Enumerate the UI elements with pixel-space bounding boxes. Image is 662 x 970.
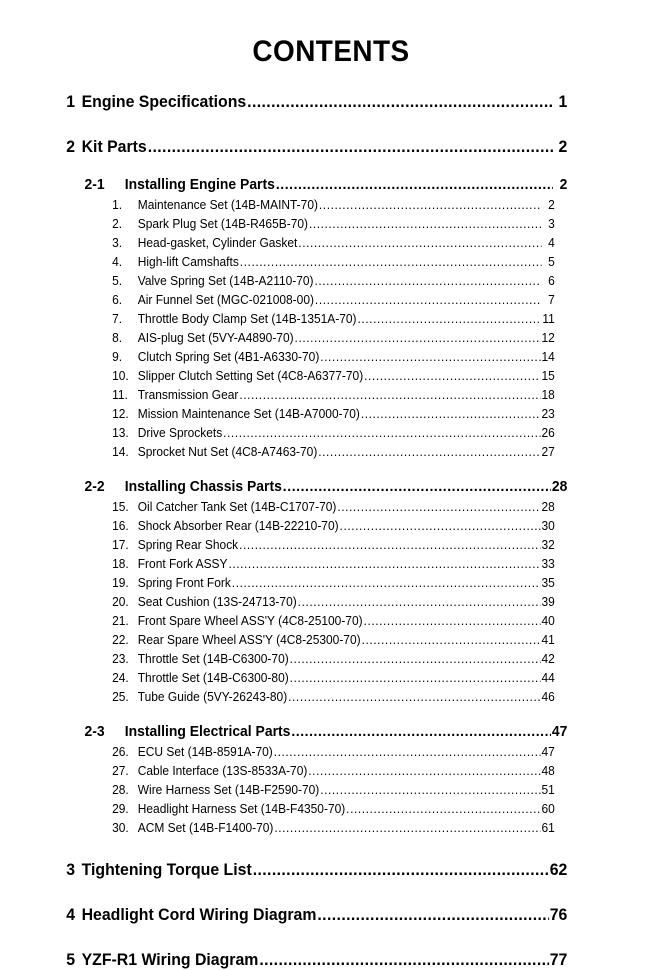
toc-leader-dots (240, 255, 542, 269)
toc-leader-dots (276, 177, 553, 193)
toc-entry-label: Sprocket Nut Set (4C8-A7463-70) (137, 445, 318, 459)
toc-entry-page-number: 76 (549, 906, 568, 924)
toc-entry-label: Engine Specifications (81, 93, 247, 111)
toc-leader-dots (228, 557, 540, 571)
toc-entry[interactable] (0, 671, 629, 685)
toc-entry[interactable] (0, 217, 629, 231)
toc-entry-number: 2-2 (84, 479, 105, 495)
toc-entry-label: Clutch Spring Set (4B1-A6330-70) (137, 350, 320, 364)
toc-entry-page-number: 39 (541, 595, 555, 609)
toc-entry-label: Throttle Body Clamp Set (14B-1351A-70) (137, 312, 357, 326)
toc-entry-number: 25. (112, 690, 129, 704)
toc-entry-label: Maintenance Set (14B-MAINT-70) (137, 198, 318, 212)
toc-entry[interactable] (0, 821, 629, 835)
toc-entry-number: 21. (112, 614, 129, 628)
toc-entry-label: Front Fork ASSY (137, 557, 228, 571)
toc-entry-label: Shock Absorber Rear (14B-22210-70) (137, 519, 339, 533)
toc-entry-label: Mission Maintenance Set (14B-A7000-70) (137, 407, 360, 421)
toc-leader-dots (274, 745, 541, 759)
toc-leader-dots (295, 331, 541, 345)
toc-leader-dots (340, 519, 541, 533)
toc-leader-dots (232, 576, 541, 590)
toc-entry-page-number: 47 (541, 745, 555, 759)
toc-entry-label: Installing Chassis Parts (124, 479, 282, 495)
toc-entry-number: 24. (112, 671, 129, 685)
toc-leader-dots (319, 198, 542, 212)
toc-entry-number: 17. (112, 538, 129, 552)
toc-entry[interactable] (0, 652, 629, 666)
toc-leader-dots (337, 500, 540, 514)
toc-entry-page-number: 51 (541, 783, 555, 797)
toc-entry-page-number: 30 (541, 519, 555, 533)
toc-entry[interactable] (0, 576, 629, 590)
toc-leader-dots (288, 690, 540, 704)
toc-entry-label: Slipper Clutch Setting Set (4C8-A6377-70) (137, 369, 364, 383)
toc-entry-page-number: 2 (558, 138, 568, 156)
toc-entry-label: Oil Catcher Tank Set (14B-C1707-70) (137, 500, 337, 514)
toc-entry-label: Wire Harness Set (14B-F2590-70) (137, 783, 320, 797)
toc-entry-label: Drive Sprockets (137, 426, 223, 440)
toc-entry-page-number: 14 (541, 350, 555, 364)
toc-entry-page-number: 2 (559, 177, 568, 193)
toc-entry-label: Tube Guide (5VY-26243-80) (137, 690, 288, 704)
toc-entry-label: Installing Electrical Parts (124, 724, 291, 740)
toc-entry-label: Headlight Harness Set (14B-F4350-70) (137, 802, 346, 816)
toc-leader-dots (290, 671, 541, 685)
toc-entry-label: Cable Interface (13S-8533A-70) (137, 764, 308, 778)
toc-entry-page-number: 32 (541, 538, 555, 552)
toc-leader-dots (364, 614, 541, 628)
toc-entry-number: 3. (112, 236, 123, 250)
toc-entry-number: 12. (112, 407, 129, 421)
toc-entry-label: ACM Set (14B-F1400-70) (137, 821, 274, 835)
toc-entry-label: Spring Rear Shock (137, 538, 239, 552)
toc-entry[interactable] (0, 633, 629, 647)
toc-entry-number: 13. (112, 426, 129, 440)
toc-entry-number: 29. (112, 802, 129, 816)
toc-leader-dots (315, 293, 542, 307)
toc-entry-page-number: 7 (548, 293, 555, 307)
toc-entry-number: 3 (66, 861, 76, 879)
toc-entry-label: Headlight Cord Wiring Diagram (81, 906, 317, 924)
toc-entry[interactable] (0, 255, 629, 269)
toc-entry-page-number: 18 (541, 388, 555, 402)
toc-entry-page-number: 42 (541, 652, 555, 666)
toc-entry[interactable] (0, 519, 629, 533)
toc-entry-number: 26. (112, 745, 129, 759)
toc-entry[interactable] (0, 388, 629, 402)
toc-entry[interactable] (0, 500, 629, 514)
toc-leader-dots (239, 388, 540, 402)
toc-entry-number: 1 (66, 93, 76, 111)
toc-entry[interactable] (0, 236, 629, 250)
toc-entry[interactable] (0, 369, 629, 383)
toc-entry[interactable] (0, 861, 636, 880)
toc-entry-label: Transmission Gear (137, 388, 239, 402)
toc-entry-label: High-lift Camshafts (137, 255, 239, 269)
toc-entry[interactable] (0, 426, 629, 440)
toc-leader-dots (320, 783, 540, 797)
toc-entry-page-number: 41 (541, 633, 555, 647)
toc-entry[interactable] (0, 312, 629, 326)
toc-entry[interactable] (0, 331, 629, 345)
toc-entry-number: 2-1 (84, 177, 105, 193)
toc-entry-page-number: 46 (541, 690, 555, 704)
toc-entry[interactable] (0, 802, 629, 816)
toc-entry[interactable] (0, 690, 629, 704)
toc-entry-page-number: 6 (548, 274, 555, 288)
toc-entry-page-number: 23 (541, 407, 555, 421)
toc-leader-dots (298, 236, 541, 250)
toc-entry[interactable] (0, 293, 629, 307)
toc-entry-page-number: 40 (541, 614, 555, 628)
toc-entry-number: 27. (112, 764, 129, 778)
toc-entry-number: 2. (112, 217, 123, 231)
toc-entry-page-number: 60 (541, 802, 555, 816)
toc-entry-label: Rear Spare Wheel ASS'Y (4C8-25300-70) (137, 633, 361, 647)
toc-leader-dots (253, 861, 549, 880)
toc-leader-dots (223, 426, 540, 440)
toc-entry-page-number: 35 (541, 576, 555, 590)
toc-entry-page-number: 2 (548, 198, 555, 212)
toc-entry-label: Tightening Torque List (81, 861, 252, 879)
toc-entry-number: 7. (112, 312, 123, 326)
toc-leader-dots (346, 802, 540, 816)
toc-entry-page-number: 62 (549, 861, 568, 879)
toc-entry-number: 4 (66, 906, 76, 924)
toc-entry-label: Spark Plug Set (14B-R465B-70) (137, 217, 308, 231)
toc-entry-number: 19. (112, 576, 129, 590)
toc-entry-number: 2-3 (84, 724, 105, 740)
toc-entry-label: Air Funnel Set (MGC-021008-00) (137, 293, 314, 307)
toc-entry-number: 2 (66, 138, 76, 156)
toc-entry-number: 18. (112, 557, 129, 571)
toc-entry-number: 23. (112, 652, 129, 666)
toc-entry[interactable] (0, 93, 636, 112)
toc-entry-page-number: 28 (541, 500, 555, 514)
toc-entry[interactable] (0, 906, 636, 925)
toc-entry-page-number: 3 (548, 217, 555, 231)
toc-entry[interactable] (0, 745, 629, 759)
toc-leader-dots (308, 764, 540, 778)
toc-entry-page-number: 26 (541, 426, 555, 440)
toc-entry-page-number: 47 (551, 724, 568, 740)
toc-entry-number: 10. (112, 369, 129, 383)
toc-entry[interactable] (0, 724, 636, 740)
toc-entry-number: 1. (112, 198, 123, 212)
toc-leader-dots (318, 445, 540, 459)
toc-entry-label: AIS-plug Set (5VY-A4890-70) (137, 331, 294, 345)
toc-entry-label: Throttle Set (14B-C6300-70) (137, 652, 289, 666)
toc-entry[interactable] (0, 557, 629, 571)
toc-leader-dots (298, 595, 541, 609)
toc-entry[interactable] (0, 138, 636, 157)
toc-entry[interactable] (0, 538, 629, 552)
toc-entry-label: Head-gasket, Cylinder Gasket (137, 236, 298, 250)
toc-entry-page-number: 5 (548, 255, 555, 269)
toc-entry[interactable] (0, 595, 629, 609)
toc-entry-page-number: 27 (541, 445, 555, 459)
toc-entry-page-number: 12 (541, 331, 555, 345)
toc-entry-number: 5. (112, 274, 123, 288)
toc-entry-number: 9. (112, 350, 123, 364)
toc-entry-number: 20. (112, 595, 129, 609)
toc-entry-label: Kit Parts (81, 138, 147, 156)
toc-entry-number: 30. (112, 821, 129, 835)
toc-leader-dots (364, 369, 540, 383)
toc-entry-number: 6. (112, 293, 123, 307)
toc-entry[interactable] (0, 445, 629, 459)
toc-leader-dots (291, 724, 551, 740)
toc-entry-number: 15. (112, 500, 129, 514)
toc-leader-dots (309, 217, 542, 231)
toc-entry-label: Installing Engine Parts (124, 177, 275, 193)
toc-leader-dots (361, 407, 541, 421)
toc-leader-dots (357, 312, 541, 326)
toc-entry[interactable] (0, 407, 629, 421)
toc-entry-label: Seat Cushion (13S-24713-70) (137, 595, 297, 609)
toc-entry[interactable] (0, 198, 629, 212)
toc-entry[interactable] (0, 350, 629, 364)
toc-leader-dots (148, 138, 553, 157)
toc-entry-page-number: 4 (548, 236, 555, 250)
toc-entry-number: 11. (112, 388, 128, 402)
toc-entry-page-number: 15 (541, 369, 555, 383)
toc-leader-dots (317, 906, 548, 925)
toc-leader-dots (239, 538, 540, 552)
toc-leader-dots (247, 93, 553, 112)
toc-entry-label: ECU Set (14B-8591A-70) (137, 745, 273, 759)
toc-leader-dots (274, 821, 540, 835)
toc-entry-number: 5 (66, 951, 76, 969)
toc-entry-number: 16. (112, 519, 129, 533)
toc-leader-dots (362, 633, 541, 647)
toc-entry-page-number: 48 (541, 764, 555, 778)
toc-entry-number: 8. (112, 331, 123, 345)
toc-entry-label: Valve Spring Set (14B-A2110-70) (137, 274, 314, 288)
toc-entry[interactable] (0, 764, 629, 778)
toc-entry-page-number: 44 (541, 671, 555, 685)
toc-entry-number: 22. (112, 633, 129, 647)
toc-entry[interactable] (0, 783, 629, 797)
toc-leader-dots (320, 350, 540, 364)
page-title: CONTENTS (252, 35, 410, 68)
toc-leader-dots (283, 479, 551, 495)
toc-entry-page-number: 77 (549, 951, 568, 969)
table-of-contents (0, 93, 662, 970)
toc-entry[interactable] (0, 177, 636, 193)
toc-entry-number: 14. (112, 445, 129, 459)
toc-leader-dots (314, 274, 541, 288)
toc-entry-number: 28. (112, 783, 129, 797)
toc-entry[interactable] (0, 274, 629, 288)
toc-entry-page-number: 28 (551, 479, 568, 495)
toc-entry-page-number: 11 (542, 312, 555, 326)
toc-entry-label: Front Spare Wheel ASS'Y (4C8-25100-70) (137, 614, 363, 628)
toc-entry-label: Spring Front Fork (137, 576, 231, 590)
toc-leader-dots (259, 951, 548, 970)
toc-entry-page-number: 33 (541, 557, 555, 571)
toc-entry-number: 4. (112, 255, 123, 269)
toc-entry[interactable] (0, 614, 629, 628)
toc-entry[interactable] (0, 951, 636, 970)
toc-entry-page-number: 61 (541, 821, 555, 835)
toc-entry-label: YZF-R1 Wiring Diagram (81, 951, 259, 969)
toc-entry[interactable] (0, 479, 636, 495)
toc-entry-page-number: 1 (558, 93, 568, 111)
toc-leader-dots (290, 652, 541, 666)
toc-entry-label: Throttle Set (14B-C6300-80) (137, 671, 289, 685)
